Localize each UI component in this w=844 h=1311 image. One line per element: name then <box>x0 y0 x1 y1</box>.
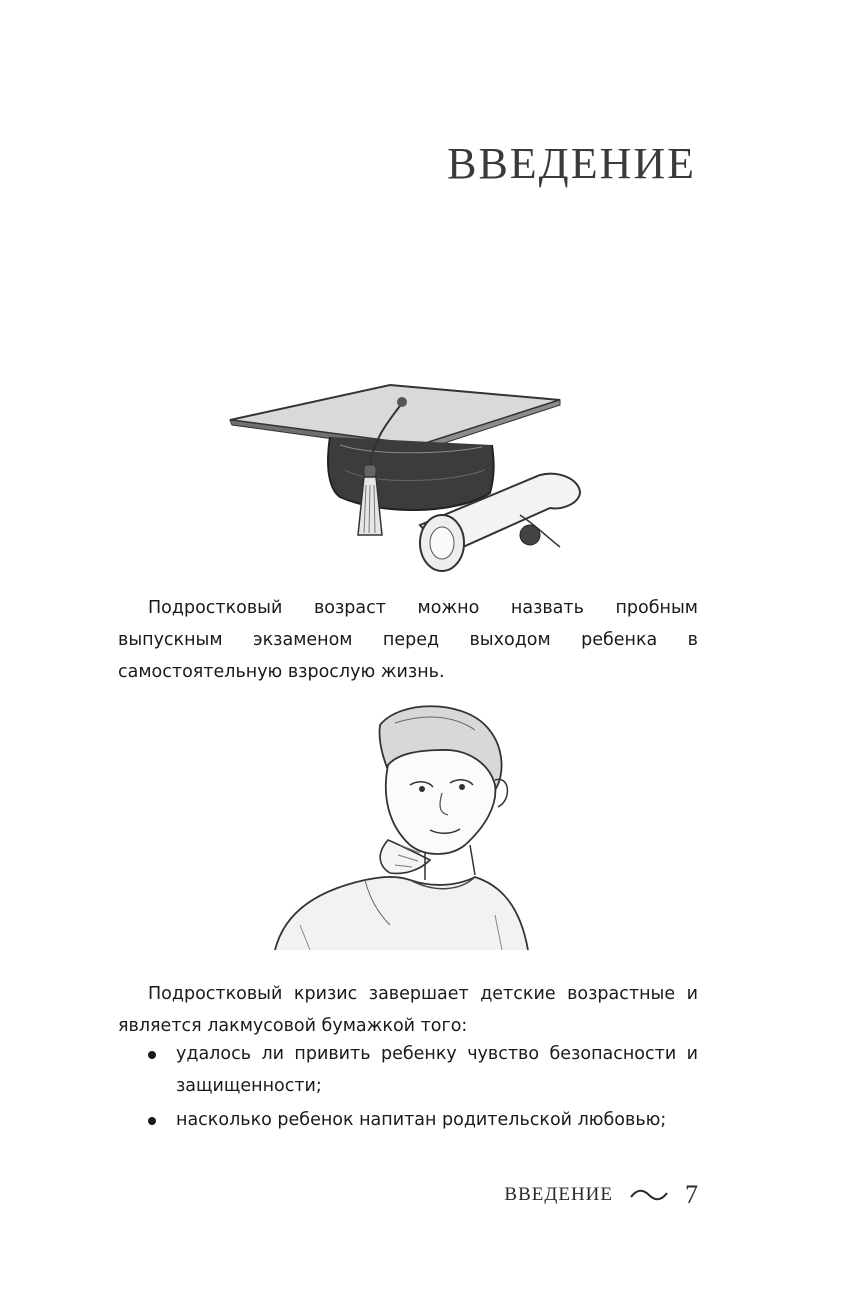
bullet-icon <box>148 1117 156 1125</box>
paragraph-crisis: Подростковый кризис завершает детские возрастные и является лакмусовой бумажкой того: <box>118 984 698 1036</box>
bullet-item <box>118 1038 698 1102</box>
tilde-ornament-icon <box>629 1187 669 1203</box>
running-title: ВВЕДЕНИЕ <box>504 1184 613 1205</box>
chapter-title: ВВЕДЕНИЕ <box>447 139 696 188</box>
bullet-list <box>118 1038 698 1138</box>
paragraph-intro: Подростковый возраст можно назвать пробным выпускным экзаменом перед выходом ребенка в самостоятельную взрослую жизнь. <box>118 598 698 682</box>
bullet-icon <box>148 1051 156 1059</box>
bullet-text: насколько ребенок напитан родительской любовью; <box>176 1110 667 1130</box>
graduation-cap-illustration <box>220 375 600 575</box>
thinking-teenager-illustration <box>270 695 530 955</box>
page-number: 7 <box>685 1180 698 1209</box>
bullet-item <box>118 1104 698 1136</box>
bullet-text: удалось ли привить ребенку чувство безопасности и защищенности; <box>176 1044 698 1096</box>
page-footer <box>504 1180 698 1210</box>
